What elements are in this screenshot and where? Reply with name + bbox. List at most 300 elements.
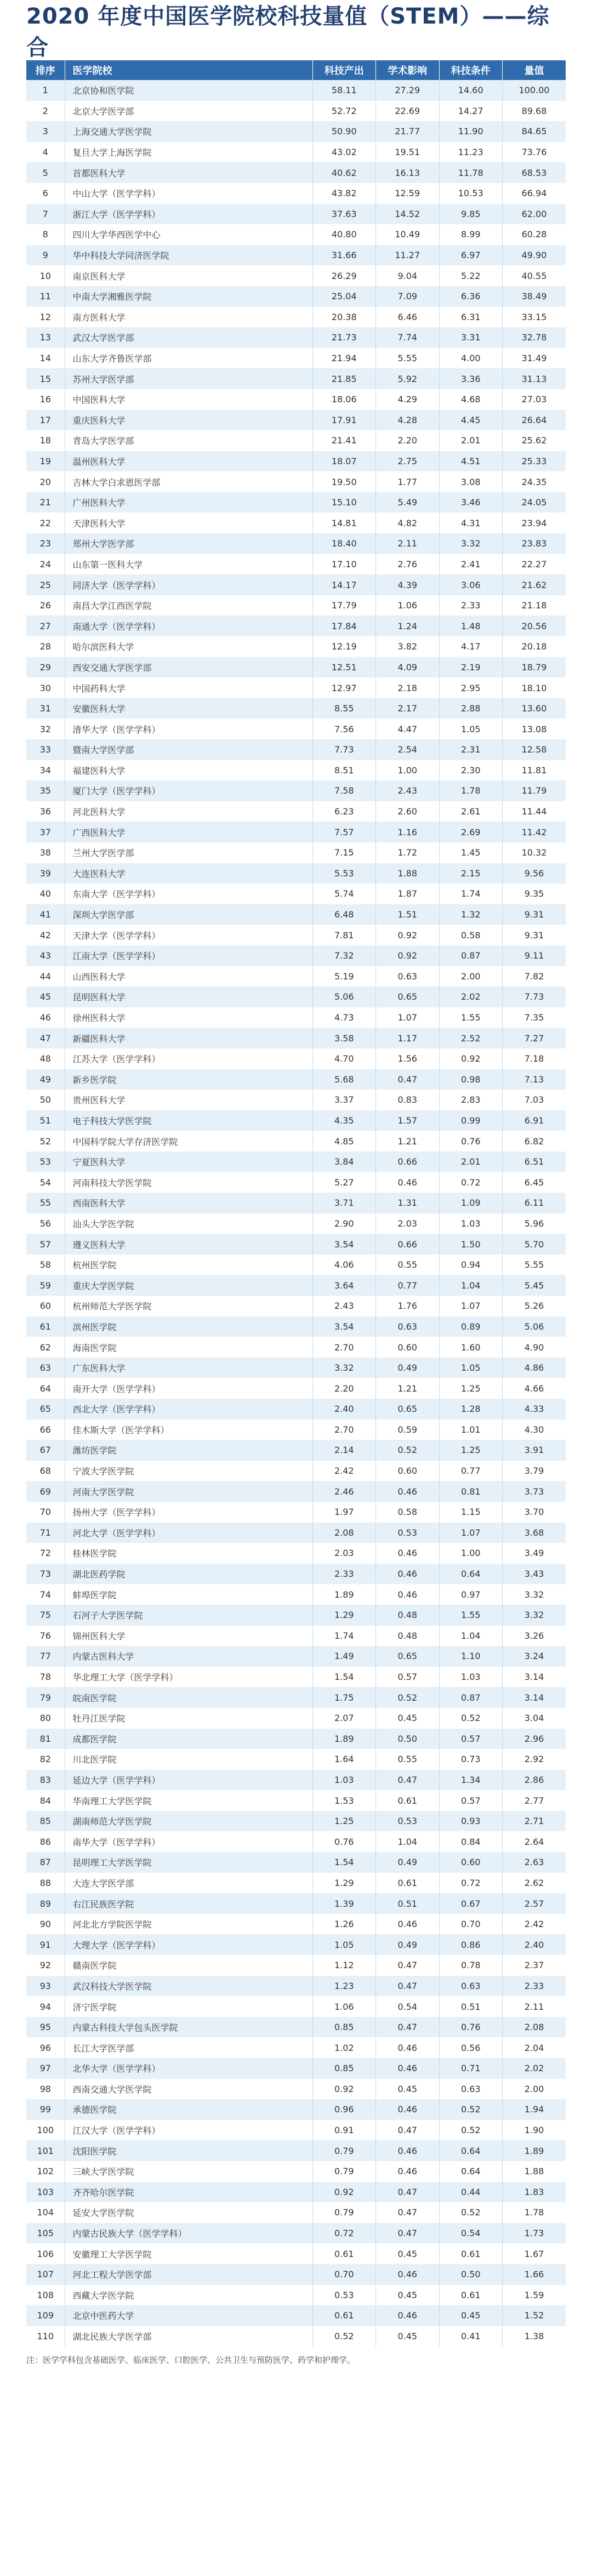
- rank-cell: 72: [26, 1543, 65, 1564]
- rank-cell: 31: [26, 698, 65, 719]
- school-name-cell: 新乡医学院: [65, 1069, 312, 1090]
- school-name-cell: 天津大学（医学学科）: [65, 925, 312, 945]
- table-row: [26, 657, 566, 678]
- impact-cell: 0.46: [376, 2037, 440, 2058]
- output-cell: 3.37: [312, 1090, 376, 1110]
- table-row: [26, 1729, 566, 1749]
- rank-cell: 93: [26, 1976, 65, 1997]
- school-name-cell: 北京大学医学部: [65, 101, 312, 122]
- header-impact: 学术影响: [376, 60, 440, 80]
- school-name-cell: 延边大学（医学学科）: [65, 1770, 312, 1791]
- rank-cell: 1: [26, 80, 65, 101]
- rank-cell: 33: [26, 739, 65, 760]
- table-row: [26, 1296, 566, 1317]
- output-cell: 7.73: [312, 739, 376, 760]
- rank-cell: 77: [26, 1646, 65, 1667]
- rank-cell: 74: [26, 1584, 65, 1605]
- value-cell: 1.73: [524, 2228, 544, 2239]
- rank-cell: 107: [26, 2264, 65, 2285]
- school-name-cell: 河南大学医学院: [65, 1481, 312, 1502]
- conditions-cell: 6.97: [439, 245, 503, 266]
- conditions-cell: 1.15: [439, 1502, 503, 1523]
- output-cell: 1.53: [312, 1790, 376, 1811]
- value-cell: 3.26: [524, 1630, 544, 1641]
- output-cell: 0.72: [312, 2223, 376, 2244]
- value-cell: 1.66: [524, 2269, 544, 2280]
- rank-cell: 37: [26, 822, 65, 842]
- table-row: [26, 1275, 566, 1296]
- impact-cell: 0.46: [376, 2058, 440, 2079]
- conditions-cell: 0.60: [439, 1852, 503, 1873]
- impact-cell: 1.24: [376, 615, 440, 636]
- output-cell: 50.90: [312, 121, 376, 142]
- conditions-cell: 2.88: [439, 698, 503, 719]
- output-cell: 7.32: [312, 945, 376, 966]
- rank-cell: 96: [26, 2037, 65, 2058]
- conditions-cell: 0.86: [439, 1934, 503, 1955]
- rank-cell: 76: [26, 1626, 65, 1646]
- rank-cell: 42: [26, 925, 65, 945]
- conditions-cell: 2.02: [439, 987, 503, 1007]
- table-row: [26, 1564, 566, 1585]
- school-name-cell: 山东大学齐鲁医学部: [65, 348, 312, 369]
- school-name-cell: 赣南医学院: [65, 1955, 312, 1976]
- conditions-cell: 4.51: [439, 451, 503, 472]
- rank-cell: 35: [26, 780, 65, 801]
- table-row: [26, 451, 566, 472]
- output-cell: 5.68: [312, 1069, 376, 1090]
- school-name-cell: 昆明医科大学: [65, 987, 312, 1007]
- output-cell: 4.35: [312, 1110, 376, 1131]
- output-cell: 21.94: [312, 348, 376, 369]
- school-name-cell: 海南医学院: [65, 1337, 312, 1358]
- rank-cell: 13: [26, 327, 65, 348]
- output-cell: 20.38: [312, 307, 376, 328]
- school-name-cell: 南方医科大学: [65, 307, 312, 328]
- output-cell: 5.74: [312, 884, 376, 904]
- impact-cell: 1.00: [376, 760, 440, 781]
- school-name-cell: 杭州师范大学医学院: [65, 1296, 312, 1317]
- table-row: [26, 1523, 566, 1543]
- conditions-cell: 5.22: [439, 265, 503, 286]
- conditions-cell: 1.05: [439, 1358, 503, 1378]
- impact-cell: 0.61: [376, 1873, 440, 1894]
- impact-cell: 4.09: [376, 657, 440, 678]
- value-cell: 1.89: [524, 2145, 544, 2156]
- conditions-cell: 3.06: [439, 574, 503, 595]
- table-row: [26, 1234, 566, 1255]
- table-row: [26, 1770, 566, 1791]
- school-name-cell: 暨南大学医学部: [65, 739, 312, 760]
- impact-cell: 5.55: [376, 348, 440, 369]
- rank-cell: 106: [26, 2243, 65, 2264]
- output-cell: 3.54: [312, 1234, 376, 1255]
- impact-cell: 2.20: [376, 430, 440, 451]
- output-cell: 0.92: [312, 2079, 376, 2100]
- impact-cell: 1.16: [376, 822, 440, 842]
- value-cell: 7.03: [524, 1095, 544, 1105]
- table-row: [26, 1873, 566, 1894]
- rank-cell: 17: [26, 410, 65, 431]
- table-body: [26, 80, 566, 2346]
- table-row: [26, 245, 566, 266]
- school-name-cell: 锦州医科大学: [65, 1626, 312, 1646]
- table-row: [26, 286, 566, 307]
- rank-cell: 61: [26, 1317, 65, 1337]
- conditions-cell: 0.99: [439, 1110, 503, 1131]
- value-cell: 20.18: [521, 641, 547, 652]
- value-cell: 3.79: [524, 1466, 544, 1477]
- conditions-cell: 0.44: [439, 2182, 503, 2203]
- value-cell: 7.13: [524, 1074, 544, 1085]
- rank-cell: 108: [26, 2285, 65, 2306]
- school-name-cell: 复旦大学上海医学院: [65, 142, 312, 163]
- conditions-cell: 1.55: [439, 1007, 503, 1028]
- rank-cell: 55: [26, 1193, 65, 1213]
- impact-cell: 0.48: [376, 1626, 440, 1646]
- value-cell: 21.18: [521, 600, 547, 611]
- impact-cell: 4.39: [376, 574, 440, 595]
- school-name-cell: 温州医科大学: [65, 451, 312, 472]
- impact-cell: 0.47: [376, 2223, 440, 2244]
- school-name-cell: 内蒙古科技大学包头医学院: [65, 2017, 312, 2038]
- output-cell: 1.54: [312, 1667, 376, 1688]
- page-title: 2020 年度中国医学院校科技量值（STEM）——综合: [26, 4, 550, 60]
- value-cell: 73.76: [521, 147, 547, 158]
- output-cell: 0.79: [312, 2161, 376, 2182]
- conditions-cell: 11.90: [439, 121, 503, 142]
- impact-cell: 12.59: [376, 183, 440, 204]
- table-row: [26, 1110, 566, 1131]
- school-name-cell: 成都医学院: [65, 1729, 312, 1749]
- value-cell: 1.90: [524, 2125, 544, 2136]
- output-cell: 31.66: [312, 245, 376, 266]
- value-cell: 3.04: [524, 1713, 544, 1724]
- rank-cell: 9: [26, 245, 65, 266]
- output-cell: 1.05: [312, 1934, 376, 1955]
- output-cell: 25.04: [312, 286, 376, 307]
- table-row: [26, 307, 566, 328]
- table-row: [26, 1172, 566, 1193]
- school-name-cell: 南昌大学江西医学院: [65, 595, 312, 616]
- output-cell: 5.06: [312, 987, 376, 1007]
- table-row: [26, 904, 566, 925]
- conditions-cell: 1.45: [439, 842, 503, 863]
- conditions-cell: 0.61: [439, 2285, 503, 2306]
- table-row: [26, 1502, 566, 1523]
- impact-cell: 2.60: [376, 801, 440, 822]
- conditions-cell: 0.64: [439, 1564, 503, 1585]
- school-name-cell: 吉林大学白求恩医学部: [65, 471, 312, 492]
- value-cell: 5.70: [524, 1239, 544, 1250]
- rank-cell: 68: [26, 1461, 65, 1481]
- output-cell: 58.11: [312, 80, 376, 101]
- school-name-cell: 同济大学（医学学科）: [65, 574, 312, 595]
- conditions-cell: 4.17: [439, 636, 503, 657]
- output-cell: 14.81: [312, 512, 376, 533]
- conditions-cell: 0.58: [439, 925, 503, 945]
- value-cell: 10.32: [521, 847, 547, 858]
- output-cell: 17.84: [312, 615, 376, 636]
- school-name-cell: 扬州大学（医学学科）: [65, 1502, 312, 1523]
- impact-cell: 0.60: [376, 1461, 440, 1481]
- rank-cell: 45: [26, 987, 65, 1007]
- impact-cell: 0.47: [376, 2017, 440, 2038]
- output-cell: 3.58: [312, 1028, 376, 1048]
- output-cell: 4.73: [312, 1007, 376, 1028]
- rank-cell: 10: [26, 265, 65, 286]
- school-name-cell: 四川大学华西医学中心: [65, 224, 312, 245]
- impact-cell: 1.56: [376, 1048, 440, 1069]
- impact-cell: 0.50: [376, 1729, 440, 1749]
- output-cell: 1.39: [312, 1893, 376, 1914]
- output-cell: 43.82: [312, 183, 376, 204]
- rank-cell: 25: [26, 574, 65, 595]
- value-cell: 22.27: [521, 558, 547, 569]
- school-name-cell: 浙江大学（医学学科）: [65, 204, 312, 225]
- rank-cell: 41: [26, 904, 65, 925]
- school-name-cell: 西南交通大学医学院: [65, 2079, 312, 2100]
- conditions-cell: 0.72: [439, 1172, 503, 1193]
- table-row: [26, 430, 566, 451]
- table-row: [26, 80, 566, 101]
- value-cell: 25.62: [521, 435, 547, 446]
- impact-cell: 0.49: [376, 1934, 440, 1955]
- table-row: [26, 2140, 566, 2161]
- rank-cell: 59: [26, 1275, 65, 1296]
- output-cell: 2.70: [312, 1337, 376, 1358]
- impact-cell: 0.47: [376, 1955, 440, 1976]
- table-row: [26, 2326, 566, 2347]
- impact-cell: 14.52: [376, 204, 440, 225]
- school-name-cell: 中国科学院大学存济医学院: [65, 1131, 312, 1152]
- value-cell: 3.49: [524, 1548, 544, 1559]
- table-row: [26, 2305, 566, 2326]
- output-cell: 1.29: [312, 1873, 376, 1894]
- table-row: [26, 780, 566, 801]
- rank-cell: 16: [26, 389, 65, 410]
- school-name-cell: 贵州医科大学: [65, 1090, 312, 1110]
- table-row: [26, 471, 566, 492]
- value-cell: 60.28: [521, 229, 547, 240]
- school-name-cell: 电子科技大学医学院: [65, 1110, 312, 1131]
- rank-cell: 14: [26, 348, 65, 369]
- impact-cell: 7.09: [376, 286, 440, 307]
- output-cell: 1.97: [312, 1502, 376, 1523]
- table-row: [26, 492, 566, 513]
- school-name-cell: 湖北民族大学医学部: [65, 2326, 312, 2347]
- table-row: [26, 1069, 566, 1090]
- impact-cell: 0.45: [376, 2243, 440, 2264]
- output-cell: 1.23: [312, 1976, 376, 1997]
- value-cell: 9.35: [524, 888, 544, 899]
- school-name-cell: 天津医科大学: [65, 512, 312, 533]
- output-cell: 0.92: [312, 2182, 376, 2203]
- value-cell: 4.86: [524, 1363, 544, 1374]
- output-cell: 37.63: [312, 204, 376, 225]
- table-row: [26, 142, 566, 163]
- conditions-cell: 4.45: [439, 410, 503, 431]
- rank-cell: 78: [26, 1667, 65, 1688]
- conditions-cell: 1.50: [439, 1234, 503, 1255]
- conditions-cell: 9.85: [439, 204, 503, 225]
- output-cell: 2.07: [312, 1708, 376, 1729]
- output-cell: 0.85: [312, 2058, 376, 2079]
- school-name-cell: 三峡大学医学院: [65, 2161, 312, 2182]
- table-row: [26, 801, 566, 822]
- impact-cell: 0.49: [376, 1358, 440, 1378]
- value-cell: 3.14: [524, 1672, 544, 1683]
- conditions-cell: 3.08: [439, 471, 503, 492]
- rank-cell: 43: [26, 945, 65, 966]
- school-name-cell: 北京协和医学院: [65, 80, 312, 101]
- school-name-cell: 石河子大学医学院: [65, 1605, 312, 1626]
- conditions-cell: 0.71: [439, 2058, 503, 2079]
- rank-cell: 105: [26, 2223, 65, 2244]
- header-value: 量值: [524, 65, 544, 77]
- impact-cell: 6.46: [376, 307, 440, 328]
- table-row: [26, 2017, 566, 2038]
- value-cell: 9.56: [524, 868, 544, 879]
- value-cell: 89.68: [521, 105, 547, 116]
- value-cell: 3.73: [524, 1486, 544, 1497]
- conditions-cell: 2.01: [439, 430, 503, 451]
- impact-cell: 1.76: [376, 1296, 440, 1317]
- rank-cell: 81: [26, 1729, 65, 1749]
- value-cell: 4.30: [524, 1424, 544, 1435]
- conditions-cell: 0.51: [439, 1996, 503, 2017]
- output-cell: 12.97: [312, 677, 376, 698]
- value-cell: 12.58: [521, 744, 547, 755]
- conditions-cell: 0.64: [439, 2140, 503, 2161]
- rank-cell: 67: [26, 1440, 65, 1461]
- table-row: [26, 1007, 566, 1028]
- value-cell: 20.56: [521, 620, 547, 631]
- school-name-cell: 华中科技大学同济医学院: [65, 245, 312, 266]
- table-row: [26, 1790, 566, 1811]
- value-cell: 9.31: [524, 909, 544, 920]
- table-row: [26, 966, 566, 987]
- footnote: 注：医学学科包含基础医学、临床医学、口腔医学、公共卫生与预防医学、药学和护理学。: [26, 2355, 356, 2366]
- school-name-cell: 东南大学（医学学科）: [65, 884, 312, 904]
- value-cell: 2.62: [524, 1877, 544, 1888]
- conditions-cell: 0.78: [439, 1955, 503, 1976]
- output-cell: 17.10: [312, 554, 376, 575]
- rank-cell: 52: [26, 1131, 65, 1152]
- value-cell: 9.31: [524, 930, 544, 941]
- rank-cell: 39: [26, 863, 65, 884]
- impact-cell: 1.04: [376, 1831, 440, 1852]
- table-row: [26, 1852, 566, 1873]
- output-cell: 43.02: [312, 142, 376, 163]
- school-name-cell: 齐齐哈尔医学院: [65, 2182, 312, 2203]
- school-name-cell: 右江民族医学院: [65, 1893, 312, 1914]
- school-name-cell: 大理大学（医学学科）: [65, 1934, 312, 1955]
- output-cell: 18.06: [312, 389, 376, 410]
- impact-cell: 0.46: [376, 2264, 440, 2285]
- rank-cell: 80: [26, 1708, 65, 1729]
- conditions-cell: 4.68: [439, 389, 503, 410]
- conditions-cell: 4.00: [439, 348, 503, 369]
- rank-cell: 44: [26, 966, 65, 987]
- impact-cell: 0.92: [376, 925, 440, 945]
- impact-cell: 0.65: [376, 1646, 440, 1667]
- output-cell: 3.71: [312, 1193, 376, 1213]
- rank-cell: 7: [26, 204, 65, 225]
- value-cell: 23.83: [521, 538, 547, 549]
- conditions-cell: 0.77: [439, 1461, 503, 1481]
- school-name-cell: 安徽理工大学医学院: [65, 2243, 312, 2264]
- impact-cell: 0.46: [376, 2305, 440, 2326]
- rank-cell: 65: [26, 1399, 65, 1420]
- impact-cell: 0.52: [376, 1440, 440, 1461]
- school-name-cell: 宁波大学医学院: [65, 1461, 312, 1481]
- conditions-cell: 1.34: [439, 1770, 503, 1791]
- school-name-cell: 汕头大学医学院: [65, 1213, 312, 1234]
- output-cell: 21.73: [312, 327, 376, 348]
- impact-cell: 2.17: [376, 698, 440, 719]
- table-row: [26, 2223, 566, 2244]
- value-cell: 1.38: [524, 2331, 544, 2342]
- conditions-cell: 1.04: [439, 1626, 503, 1646]
- impact-cell: 4.47: [376, 719, 440, 739]
- output-cell: 4.85: [312, 1131, 376, 1152]
- table-row: [26, 348, 566, 369]
- rank-cell: 70: [26, 1502, 65, 1523]
- value-cell: 9.11: [524, 950, 544, 961]
- table-row: [26, 595, 566, 616]
- rank-cell: 20: [26, 471, 65, 492]
- value-cell: 3.24: [524, 1651, 544, 1662]
- value-cell: 5.26: [524, 1301, 544, 1312]
- table-row: [26, 2285, 566, 2306]
- table-row: [26, 1028, 566, 1048]
- school-name-cell: 华南理工大学医学院: [65, 1790, 312, 1811]
- impact-cell: 0.83: [376, 1090, 440, 1110]
- header-output: 科技产出: [312, 60, 376, 80]
- school-name-cell: 广州医科大学: [65, 492, 312, 513]
- rank-cell: 99: [26, 2099, 65, 2120]
- output-cell: 1.89: [312, 1729, 376, 1749]
- output-cell: 0.70: [312, 2264, 376, 2285]
- rank-cell: 48: [26, 1048, 65, 1069]
- conditions-cell: 0.57: [439, 1790, 503, 1811]
- rank-cell: 26: [26, 595, 65, 616]
- school-name-cell: 新疆医科大学: [65, 1028, 312, 1048]
- impact-cell: 22.69: [376, 101, 440, 122]
- rank-cell: 94: [26, 1996, 65, 2017]
- table-row: [26, 1584, 566, 1605]
- rank-cell: 54: [26, 1172, 65, 1193]
- school-name-cell: 蚌埠医学院: [65, 1584, 312, 1605]
- conditions-cell: 2.00: [439, 966, 503, 987]
- rank-cell: 60: [26, 1296, 65, 1317]
- school-name-cell: 沈阳医学院: [65, 2140, 312, 2161]
- school-name-cell: 华北理工大学（医学学科）: [65, 1667, 312, 1688]
- table-row: [26, 1399, 566, 1420]
- rank-cell: 92: [26, 1955, 65, 1976]
- impact-cell: 0.63: [376, 966, 440, 987]
- output-cell: 0.61: [312, 2243, 376, 2264]
- school-name-cell: 广东医科大学: [65, 1358, 312, 1378]
- impact-cell: 2.54: [376, 739, 440, 760]
- output-cell: 2.42: [312, 1461, 376, 1481]
- value-cell: 4.66: [524, 1383, 544, 1394]
- conditions-cell: 0.76: [439, 1131, 503, 1152]
- impact-cell: 5.49: [376, 492, 440, 513]
- impact-cell: 2.11: [376, 533, 440, 554]
- impact-cell: 0.66: [376, 1234, 440, 1255]
